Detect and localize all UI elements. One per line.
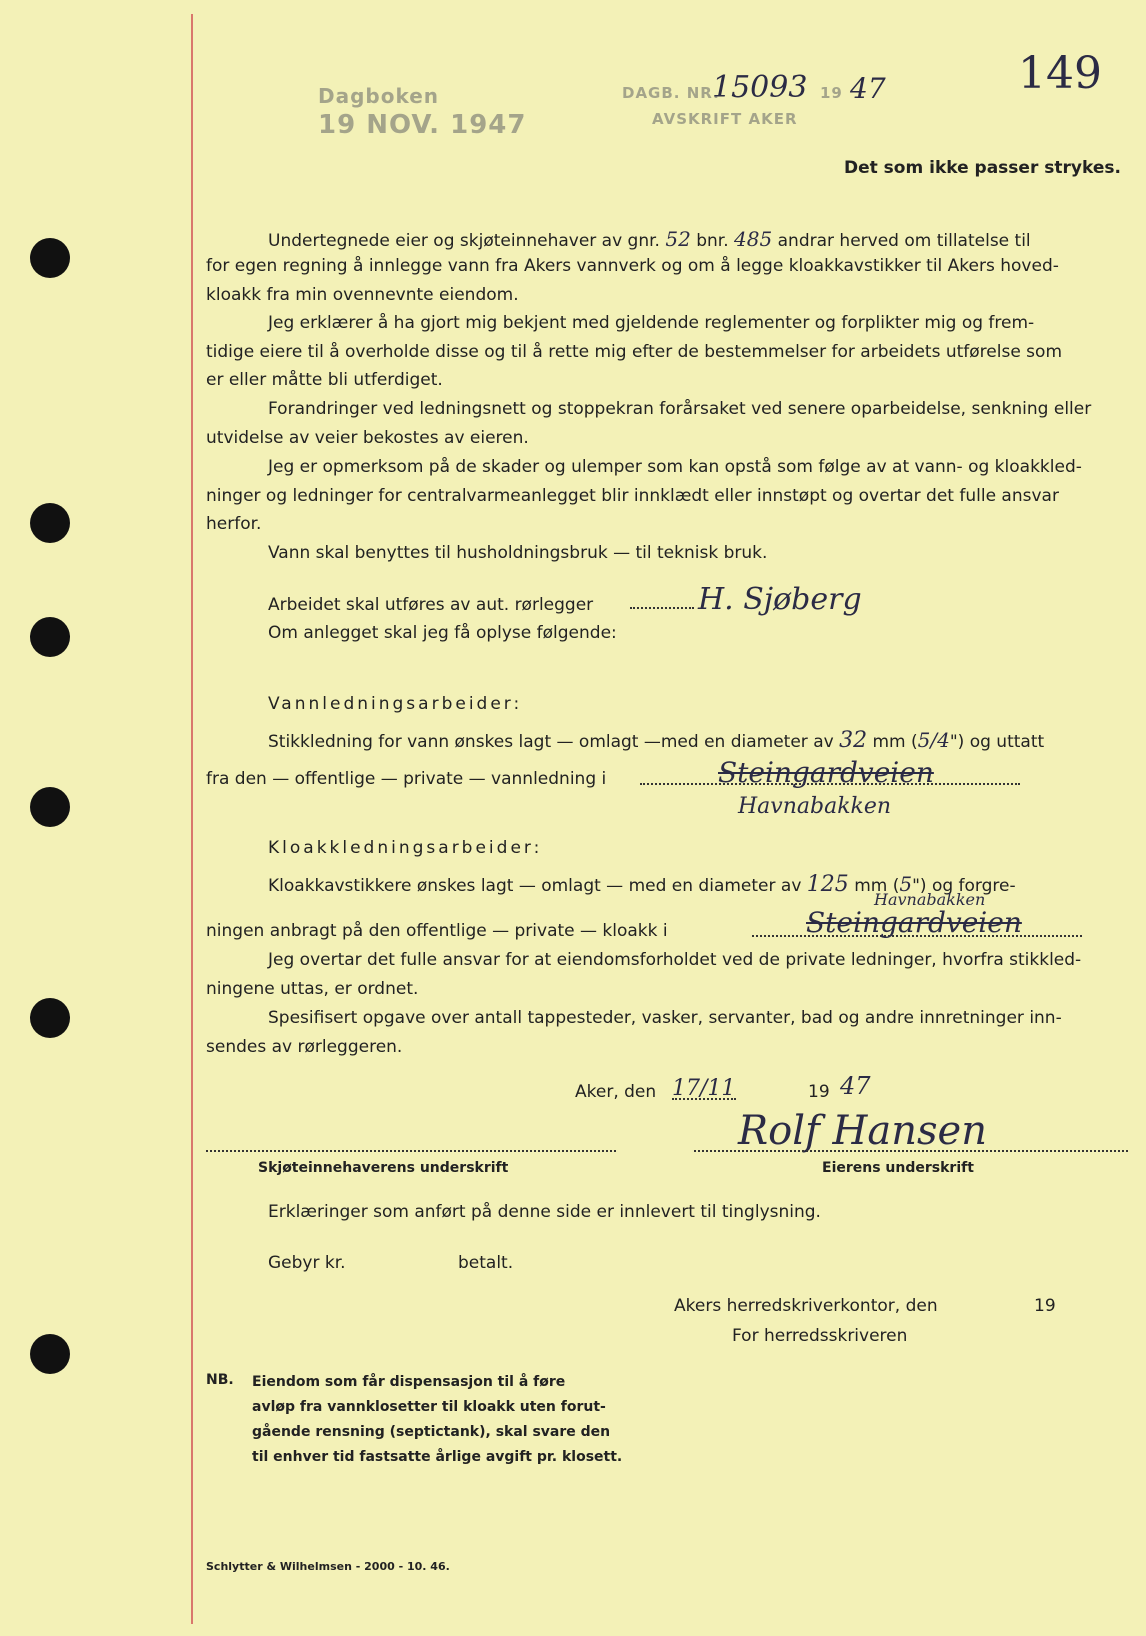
kloakk-line: sendes av rørleggeren. [206,1037,403,1057]
nb-line: gående rensning (septictank), skal svare den [252,1424,611,1440]
header-note: Det som ikke passer strykes. [844,158,1121,178]
binder-hole [30,617,70,657]
kloakk-line: ningen anbragt på den offentlige — private — kloakk i [206,921,668,941]
kloakk-text: Kloakkavstikkere ønskes lagt — omlagt — med en diameter av [268,876,802,896]
dotted-fill [672,1098,736,1100]
vann-text: mm ( [872,732,918,752]
avskrift-stamp: AVSKRIFT AKER [652,110,798,128]
paragraph-line: ninger og ledninger for centralvarmeanlegget blir innklædt eller innstøpt og overtar det fulle ansvar [206,486,1059,506]
bnr-label: bnr. [696,231,729,251]
paragraph-line: Arbeidet skal utføres av aut. rørlegger [268,595,594,615]
kloakk-heading: Kloakkledningsarbeider: [268,838,543,858]
place-label: Aker, den [575,1082,657,1102]
binder-hole [30,503,70,543]
paragraph-line: tidige eiere til å overholde disse og til å rette mig efter de bestemmelser for arbeidets utførelse som [206,342,1063,362]
binder-hole [30,1334,70,1374]
signature-label-left: Skjøteinnehaverens underskrift [258,1160,509,1176]
vann-line: fra den — offentlige — private — vannledning i [206,769,607,789]
kloakk-line [268,872,1130,897]
nb-line: Eiendom som får dispensasjon til å føre [252,1374,566,1390]
signature-line-left [206,1150,616,1152]
vann-line [268,728,1130,753]
paragraph-line [268,227,1130,251]
paragraph-line: Om anlegget skal jeg få oplyse følgende: [268,623,617,643]
declaration-text: Erklæringer som anført på denne side er innlevert til tinglysning. [268,1202,821,1222]
page-number: 149 [1018,48,1102,99]
signature-date: 17/11 [672,1076,736,1101]
printer-imprint: Schlytter & Wilhelmsen - 2000 - 10. 46. [206,1560,450,1573]
nb-line: avløp fra vannklosetter til kloakk uten forut- [252,1399,606,1415]
vann-text: Stikkledning for vann ønskes lagt — omlagt —med en diameter av [268,732,834,752]
kloakk-line: Jeg overtar det fulle ansvar for at eiendomsforholdet ved de private ledninger, hvorfra stikkled- [268,950,1082,970]
dotted-fill [630,607,694,609]
margin-line [191,14,193,1624]
dagb-year-stamp: 19 [820,84,843,102]
office-year: 19 [1034,1296,1056,1316]
for-clerk: For herredsskriveren [732,1326,908,1346]
paid-label: betalt. [458,1253,514,1273]
paragraph-line: Jeg er opmerksom på de skader og ulemper som kan opstå som følge av at vann- og kloakkled- [268,457,1082,477]
plumber-name: H. Sjøberg [698,582,862,617]
kloakk-street: Havnabakken [874,890,986,909]
paragraph-line: for egen regning å innlegge vann fra Akers vannverk og om å legge kloakkavstikker til Akers hoved- [206,256,1059,276]
binder-hole [30,998,70,1038]
dagb-nr-stamp: DAGB. NR. [622,84,720,102]
kloakk-line: ningene uttas, er ordnet. [206,979,419,999]
dagb-year-value: 47 [850,72,886,105]
kloakk-line: Spesifisert opgave over antall tappesteder, vasker, servanter, bad og andre innretninger inn- [268,1008,1062,1028]
vann-text: ") og uttatt [949,732,1045,752]
year-prefix: 19 [808,1082,830,1102]
vann-street-struck: Steingardveien [718,756,934,789]
paragraph-line: Vann skal benyttes til husholdningsbruk — til teknisk bruk. [268,543,768,563]
paragraph-line: Forandringer ved ledningsnett og stoppekran forårsaket ved senere oparbeidelse, senkning eller [268,399,1092,419]
vann-diameter-mm: 32 [839,728,868,753]
office-label: Akers herredskriverkontor, den [674,1296,938,1316]
kloakk-text: ") og forgre- [912,876,1016,896]
kloakk-text: mm ( [854,876,900,896]
signature-label-right: Eierens underskrift [822,1160,974,1176]
intro-text-end: andrar herved om tillatelse til [777,231,1031,251]
gnr-value: 52 [665,227,691,251]
kloakk-street-struck: Steingardveien [806,906,1022,939]
binder-hole [30,238,70,278]
paragraph-line: Jeg erklærer å ha gjort mig bekjent med gjeldende reglementer og forplikter mig og frem- [268,313,1035,333]
paragraph-line: herfor. [206,514,262,534]
nb-text [252,1370,622,1470]
year-suffix: 47 [840,1072,871,1100]
nb-label: NB. [206,1372,234,1388]
binder-hole [30,787,70,827]
nb-line: til enhver tid fastsatte årlige avgift pr. klosett. [252,1449,623,1465]
vann-heading: Vannledningsarbeider: [268,694,523,714]
signature-line-right [694,1150,1128,1152]
paragraph-line: utvidelse av veier bekostes av eieren. [206,428,529,448]
owner-signature: Rolf Hansen [738,1108,987,1154]
dagb-nr-value: 15093 [712,70,808,105]
kloakk-diameter-mm: 125 [806,872,849,897]
dagbok-date-stamp: 19 NOV. 1947 [318,110,527,140]
kloakk-diameter-in: 5 [899,872,913,896]
paragraph-line: er eller måtte bli utferdiget. [206,370,443,390]
bnr-value: 485 [734,227,773,251]
fee-label: Gebyr kr. [268,1253,346,1273]
paragraph-line: kloakk fra min ovennevnte eiendom. [206,285,519,305]
dagbok-stamp: Dagboken [318,84,440,108]
intro-text: Undertegnede eier og skjøteinnehaver av gnr. [268,231,660,251]
vann-diameter-in: 5/4 [917,728,950,752]
vann-street: Havnabakken [738,794,892,819]
